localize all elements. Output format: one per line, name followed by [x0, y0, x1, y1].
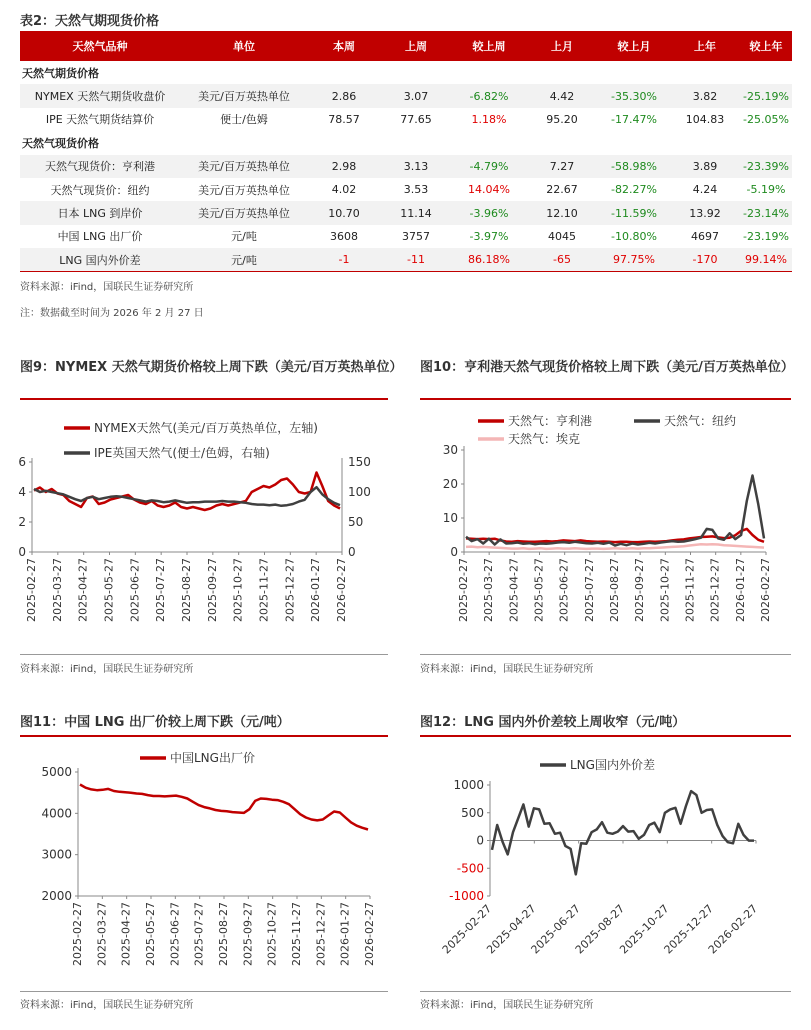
series-line-1	[34, 487, 340, 506]
table-cell: 4697	[691, 229, 719, 243]
x-tick-label: 2025-05-27	[144, 902, 157, 966]
table-row	[20, 84, 792, 107]
x-tick-label: 2025-08-27	[180, 558, 193, 622]
table-cell: -3.96%	[452, 201, 526, 224]
y-tick-label: 0	[450, 545, 458, 559]
table-cell: 10.70	[308, 201, 380, 224]
x-tick-label: 2025-09-27	[205, 558, 219, 622]
table-cell: 天然气现货价：亨利港	[20, 155, 180, 178]
table-section-title: 天然气现货价格	[22, 136, 99, 150]
x-tick-label: 2025-06-27	[557, 558, 571, 622]
fig10-chart	[420, 402, 792, 652]
x-tick-label: 2026-01-27	[733, 558, 747, 622]
table-cell: 22.67	[546, 183, 578, 197]
table-cell: -3.97%	[469, 229, 509, 243]
table-cell: 7.27	[526, 155, 598, 178]
x-tick-label: 2025-12-27	[283, 558, 297, 622]
legend-label-1: IPE英国天然气(便士/色姆，右轴)	[94, 446, 270, 460]
table-section-row	[20, 131, 792, 154]
table-cell: -23.39%	[740, 155, 792, 178]
table-header-cell: 单位	[180, 31, 308, 61]
x-tick-label: 2025-12-27	[708, 558, 722, 622]
table-cell: LNG 国内外价差	[20, 248, 180, 271]
table-header-cell: 上月	[526, 31, 598, 61]
table-header-cell: 上周	[380, 31, 452, 61]
x-tick-label: 2025-03-27	[482, 558, 496, 622]
y2-tick-label: 50	[348, 515, 364, 529]
x-tick-label: 2025-11-27	[683, 558, 697, 622]
table-cell: -25.05%	[743, 112, 789, 126]
table-note: 注：数据截至时间为 2026 年 2 月 27 日	[20, 308, 204, 319]
table-cell: 3757	[402, 229, 430, 243]
x-tick-label: 2025-07-27	[582, 558, 596, 622]
x-tick-label: 2025-05-27	[532, 558, 546, 622]
series-line-1	[466, 476, 764, 546]
table-cell: -65	[526, 248, 598, 271]
fig11-title: 图11：中国 LNG 出厂价较上周下跌（元/吨）	[20, 715, 290, 730]
legend-label-0: LNG国内外价差	[570, 758, 655, 772]
x-tick-label: 2025-08-27	[572, 902, 628, 957]
table-cell: 美元/百万英热单位	[180, 201, 308, 224]
x-tick-label: 2025-12-27	[314, 902, 328, 966]
fig11-rule	[20, 735, 388, 737]
table-cell: 13.92	[670, 201, 740, 224]
y2-tick-label: 150	[348, 455, 371, 469]
table-cell: 日本 LNG 到岸价	[20, 201, 180, 224]
legend-label-2: 天然气：埃克	[508, 432, 581, 446]
x-tick-label: 2026-01-27	[309, 558, 323, 622]
x-tick-label: 2025-10-27	[617, 902, 672, 957]
table-cell: 77.65	[400, 112, 432, 126]
x-tick-label: 2025-02-27	[457, 558, 470, 622]
table-header-cell: 天然气品种	[20, 31, 180, 61]
table-cell: 元/吨	[180, 248, 308, 271]
legend-label-0: 天然气：亨利港	[508, 414, 593, 428]
table-cell: 3.53	[403, 183, 429, 197]
y-tick-label: 30	[442, 443, 458, 457]
table-cell: 11.14	[380, 201, 452, 224]
y-tick-label: 2000	[41, 889, 72, 903]
y-tick-label: 4000	[41, 806, 72, 821]
y-tick-label: 1000	[453, 778, 484, 792]
table-cell: 95.20	[546, 112, 578, 126]
fig12-rule	[420, 735, 791, 737]
fig12-bottom-rule	[420, 991, 791, 992]
y-tick-label: 0	[18, 545, 26, 559]
legend-label-1: 天然气：纽约	[664, 414, 737, 428]
table-cell: -23.14%	[740, 201, 792, 224]
table-cell: 中国 LNG 出厂价	[57, 230, 143, 244]
table-cell: IPE 天然气期货结算价	[45, 113, 155, 127]
x-tick-label: 2025-03-27	[95, 902, 109, 966]
table-cell: 1.18%	[471, 112, 507, 126]
table-cell: -4.79%	[452, 155, 526, 178]
y-tick-label: 4	[18, 485, 26, 499]
y2-tick-label: 0	[348, 545, 356, 559]
table-cell: 4.02	[331, 183, 357, 197]
fig10-bottom-rule	[420, 654, 791, 655]
table-header-cell: 本周	[308, 31, 380, 61]
table-cell: 14.04%	[468, 183, 510, 197]
table-cell: -5.19%	[746, 183, 786, 197]
table-header-cell: 较上月	[598, 31, 670, 61]
table-cell: -58.98%	[598, 155, 670, 178]
price-table	[20, 31, 792, 272]
series-line-0	[80, 785, 368, 830]
x-tick-label: 2025-10-27	[658, 558, 672, 622]
y-tick-label: -1000	[449, 889, 484, 903]
y-tick-label: 6	[18, 455, 26, 469]
table-cell: -10.80%	[611, 229, 657, 243]
x-tick-label: 2025-04-27	[119, 902, 133, 966]
x-tick-label: 2025-09-27	[633, 558, 647, 622]
x-tick-label: 2025-06-27	[128, 558, 142, 622]
x-tick-label: 2025-11-27	[290, 902, 303, 966]
table-header-cell: 较上周	[452, 31, 526, 61]
table-cell: 便士/色姆	[220, 113, 268, 127]
x-tick-label: 2025-10-27	[265, 902, 279, 966]
table-cell: NYMEX 天然气期货收盘价	[20, 84, 180, 107]
table-row	[20, 248, 792, 271]
table-section-title: 天然气期货价格	[22, 66, 99, 80]
x-tick-label: 2025-07-27	[154, 558, 168, 622]
x-tick-label: 2026-02-27	[759, 558, 772, 622]
x-tick-label: 2025-08-27	[608, 558, 621, 622]
fig11-bottom-rule	[20, 991, 388, 992]
table-cell: -82.27%	[611, 183, 657, 197]
y-tick-label: 20	[442, 477, 458, 491]
x-tick-label: 2025-06-27	[168, 902, 182, 966]
x-tick-label: 2025-02-27	[71, 902, 84, 966]
x-tick-label: 2025-04-27	[484, 902, 539, 957]
series-line-0	[492, 791, 754, 874]
fig9-rule	[20, 398, 388, 400]
fig9-bottom-rule	[20, 654, 388, 655]
table-header-cell: 上年	[670, 31, 740, 61]
table-cell: -1	[308, 248, 380, 271]
fig9-chart	[20, 402, 390, 652]
table-cell: 4.24	[692, 183, 718, 197]
table-cell: 天然气现货价：纽约	[50, 183, 150, 197]
table-cell: -25.19%	[740, 84, 792, 107]
y-tick-label: -500	[456, 861, 484, 876]
table-cell: 美元/百万英热单位	[198, 183, 290, 197]
table-row	[20, 178, 792, 201]
x-tick-label: 2025-07-27	[192, 902, 206, 966]
table-cell: 2.86	[308, 84, 380, 107]
table-cell: 2.98	[308, 155, 380, 178]
y-tick-label: 500	[461, 805, 484, 820]
y-tick-label: 3000	[41, 847, 72, 862]
x-tick-label: 2025-02-27	[439, 902, 495, 957]
x-tick-label: 2025-10-27	[231, 558, 245, 622]
table-source: 资料来源：iFind，国联民生证券研究所	[20, 282, 194, 293]
series-line-0	[466, 529, 764, 542]
table-header-cell: 较上年	[740, 31, 792, 61]
fig12-chart	[420, 739, 792, 989]
y-tick-label: 5000	[41, 765, 72, 779]
y2-tick-label: 100	[348, 485, 371, 499]
table-cell: 3.07	[380, 84, 452, 107]
fig10-source: 资料来源：iFind，国联民生证券研究所	[420, 664, 594, 675]
table-cell: 4045	[548, 229, 576, 243]
table-cell: 86.18%	[452, 248, 526, 271]
fig12-title: 图12：LNG 国内外价差较上周收窄（元/吨）	[420, 715, 686, 730]
table-cell: -17.47%	[611, 112, 657, 126]
table-cell: 3.89	[670, 155, 740, 178]
table-cell: 美元/百万英热单位	[180, 155, 308, 178]
fig11-chart	[20, 739, 390, 989]
table-title: 表2：天然气期现货价格	[20, 14, 160, 29]
table-cell: -11.59%	[598, 201, 670, 224]
table-section-row	[20, 61, 792, 84]
x-tick-label: 2026-02-27	[335, 558, 348, 622]
table-cell: 3.13	[380, 155, 452, 178]
table-row	[20, 225, 792, 248]
x-tick-label: 2026-02-27	[705, 902, 761, 957]
x-tick-label: 2025-06-27	[528, 902, 583, 957]
table-cell: 12.10	[526, 201, 598, 224]
x-tick-label: 2026-01-27	[338, 902, 352, 966]
fig11-source: 资料来源：iFind，国联民生证券研究所	[20, 1000, 194, 1011]
x-tick-label: 2025-12-27	[661, 902, 716, 957]
table-row	[20, 108, 792, 131]
table-row	[20, 155, 792, 178]
table-cell: -6.82%	[452, 84, 526, 107]
table-cell: 99.14%	[740, 248, 792, 271]
table-cell: -23.19%	[743, 229, 789, 243]
fig9-title: 图9：NYMEX 天然气期货价格较上周下跌（美元/百万英热单位）	[20, 360, 403, 375]
x-tick-label: 2025-04-27	[507, 558, 521, 622]
x-tick-label: 2025-02-27	[25, 558, 38, 622]
table-cell: 97.75%	[598, 248, 670, 271]
table-cell: 元/吨	[231, 230, 257, 244]
table-cell: 78.57	[328, 112, 360, 126]
table-cell: 3608	[330, 229, 358, 243]
fig10-rule	[420, 398, 791, 400]
legend-label-0: NYMEX天然气(美元/百万英热单位，左轴)	[94, 421, 318, 435]
x-tick-label: 2025-03-27	[50, 558, 64, 622]
x-tick-label: 2025-05-27	[102, 558, 116, 622]
y-tick-label: 10	[442, 511, 458, 525]
y-tick-label: 2	[18, 515, 26, 529]
table-row	[20, 201, 792, 224]
table-cell: -35.30%	[598, 84, 670, 107]
fig9-source: 资料来源：iFind，国联民生证券研究所	[20, 664, 194, 675]
x-tick-label: 2025-08-27	[217, 902, 230, 966]
table-cell: 104.83	[685, 112, 725, 126]
x-tick-label: 2025-09-27	[241, 902, 255, 966]
table-cell: 3.82	[670, 84, 740, 107]
table-cell: -170	[670, 248, 740, 271]
table-cell: -11	[380, 248, 452, 271]
x-tick-label: 2025-11-27	[257, 558, 271, 622]
fig10-title: 图10：亨利港天然气现货价格较上周下跌（美元/百万英热单位）	[420, 360, 794, 375]
x-tick-label: 2026-02-27	[363, 902, 376, 966]
y-tick-label: 0	[476, 833, 484, 848]
legend-label-0: 中国LNG出厂价	[170, 751, 255, 765]
table-cell: 4.42	[526, 84, 598, 107]
fig12-source: 资料来源：iFind，国联民生证券研究所	[420, 1000, 594, 1011]
x-tick-label: 2025-04-27	[76, 558, 90, 622]
table-cell: 美元/百万英热单位	[180, 84, 308, 107]
